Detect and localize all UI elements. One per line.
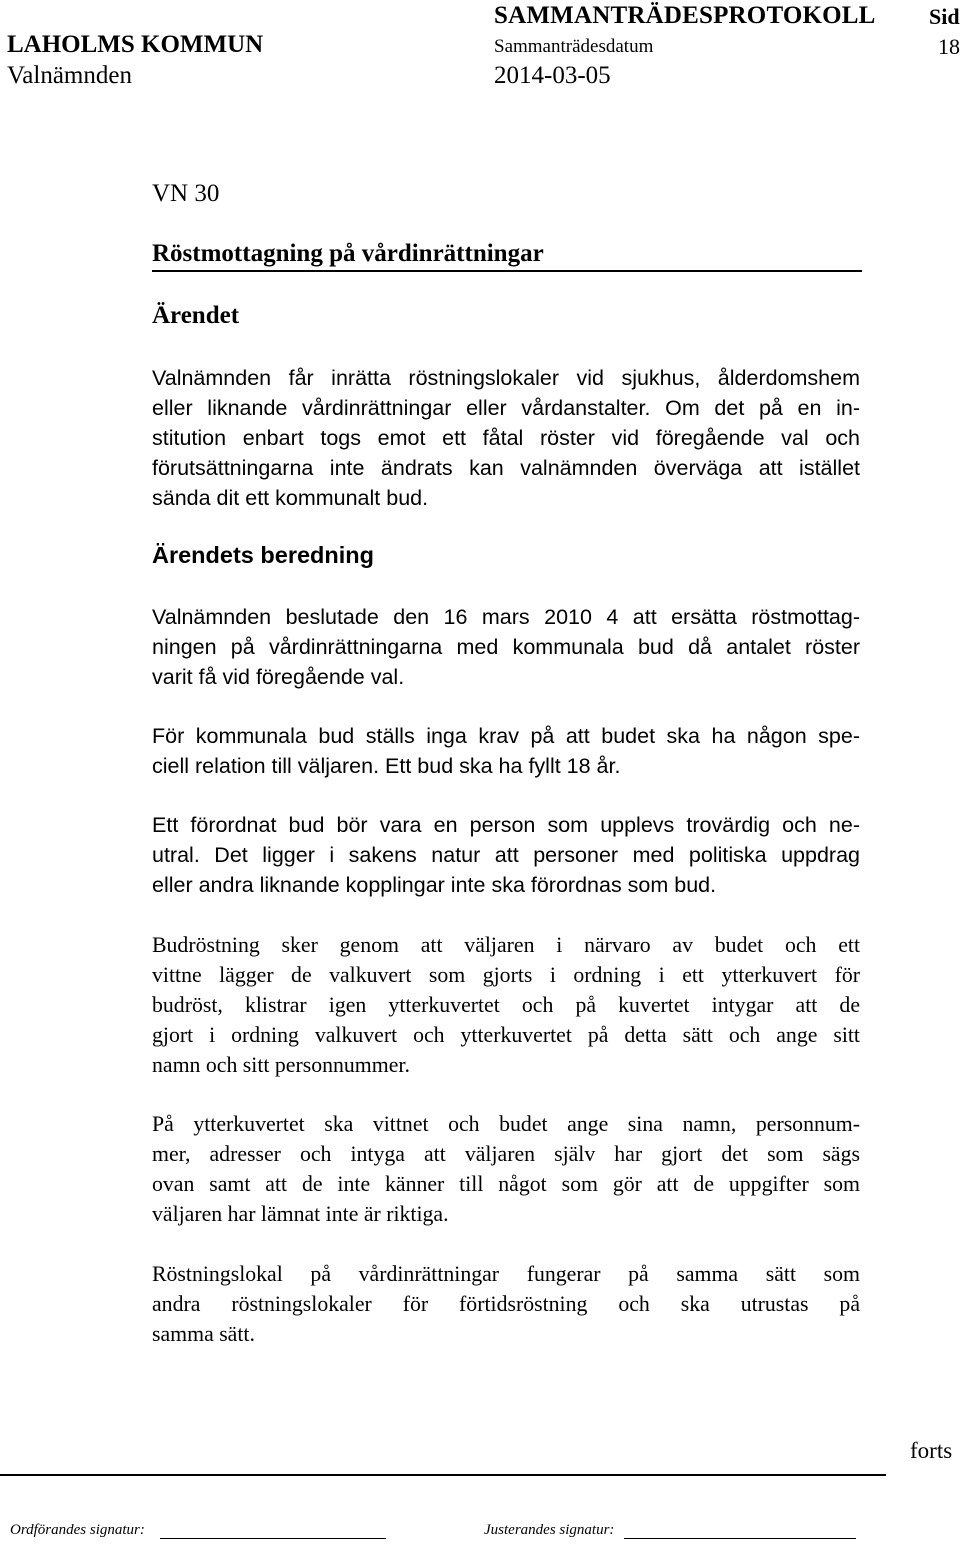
protocol-title: SAMMANTRÄDESPROTOKOLL xyxy=(494,2,876,29)
date-label: Sammanträdesdatum xyxy=(494,36,654,57)
paragraph-line: För kommunala bud ställs inga krav på att budet ska ha någon spe- xyxy=(152,724,860,748)
paragraph-forordnat xyxy=(152,810,860,900)
paragraph-line: ovan samt att de inte känner till något som gör att de uppgifter som xyxy=(152,1172,860,1196)
paragraph-line: Röstningslokal på vårdinrättningar fungerar på samma sätt som xyxy=(152,1262,860,1286)
continued-label: forts xyxy=(910,1438,953,1463)
adjuster-signature-line xyxy=(624,1538,856,1539)
meeting-date: 2014-03-05 xyxy=(494,62,611,89)
paragraph-budrostning xyxy=(152,930,860,1080)
page-number: 18 xyxy=(938,34,960,59)
paragraph-kommunala xyxy=(152,721,860,781)
committee-name: Valnämnden xyxy=(7,62,132,89)
paragraph-line: samma sätt. xyxy=(152,1322,255,1346)
paragraph-line: mer, adresser och intyga att väljaren själv har gjort det som sägs xyxy=(152,1142,860,1166)
paragraph-line: Budröstning sker genom att väljaren i närvaro av budet och ett xyxy=(152,933,860,957)
paragraph-line: Valnämnden beslutade den 16 mars 2010 4 att ersätta röstmottag- xyxy=(152,605,860,629)
paragraph-line: vittne lägger de valkuvert som gjorts i ordning i ett ytterkuvert för xyxy=(152,963,860,987)
adjuster-signature-label: Justerandes signatur: xyxy=(484,1522,615,1538)
paragraph-line: stitution enbart togs emot ett fåtal röster vid föregående val och xyxy=(152,426,860,450)
heading-arendet: Ärendet xyxy=(152,302,240,329)
chair-signature-line xyxy=(160,1538,386,1539)
paragraph-ytterkuvert xyxy=(152,1109,860,1229)
document-title: Röstmottagning på vårdinrättningar xyxy=(152,240,544,267)
paragraph-line: Ett förordnat bud bör vara en person som upplevs trovärdig och ne- xyxy=(152,813,860,837)
paragraph-line: utral. Det ligger i sakens natur att personer med politiska uppdrag xyxy=(152,843,860,867)
paragraph-rostningslokal xyxy=(152,1259,860,1349)
heading-beredning: Ärendets beredning xyxy=(152,542,374,568)
footer-rule xyxy=(0,1474,886,1476)
paragraph-line: namn och sitt personnummer. xyxy=(152,1053,410,1077)
paragraph-beslutade xyxy=(152,602,860,692)
paragraph-line: förutsättningarna inte ändrats kan valnämnden överväga att istället xyxy=(152,456,860,480)
paragraph-line: varit få vid föregående val. xyxy=(152,665,405,689)
title-underline xyxy=(152,270,862,272)
paragraph-line: eller liknande vårdinrättningar eller vårdanstalter. Om det på en in- xyxy=(152,396,860,420)
paragraph-line: gjort i ordning valkuvert och ytterkuvertet på detta sätt och ange sitt xyxy=(152,1023,860,1047)
paragraph-line: budröst, klistrar igen ytterkuvertet och på kuvertet intygar att de xyxy=(152,993,860,1017)
section-number: VN 30 xyxy=(152,180,220,207)
chair-signature-label: Ordförandes signatur: xyxy=(10,1522,145,1538)
paragraph-line: väljaren har lämnat inte är riktiga. xyxy=(152,1202,449,1226)
paragraph-line: eller andra liknande kopplingar inte ska förordnas som bud. xyxy=(152,873,717,897)
paragraph-line: ciell relation till väljaren. Ett bud ska ha fyllt 18 år. xyxy=(152,754,621,778)
sid-label: Sid xyxy=(929,4,960,29)
paragraph-line: andra röstningslokaler för förtidsröstning och ska utrustas på xyxy=(152,1292,860,1316)
paragraph-arendet xyxy=(152,363,860,513)
paragraph-line: ningen på vårdinrättningarna med kommunala bud då antalet röster xyxy=(152,635,860,659)
paragraph-line: sända dit ett kommunalt bud. xyxy=(152,486,429,510)
paragraph-line: På ytterkuvertet ska vittnet och budet ange sina namn, personnum- xyxy=(152,1112,860,1136)
paragraph-line: Valnämnden får inrätta röstningslokaler vid sjukhus, ålderdomshem xyxy=(152,366,860,390)
municipality-name: LAHOLMS KOMMUN xyxy=(7,31,264,58)
